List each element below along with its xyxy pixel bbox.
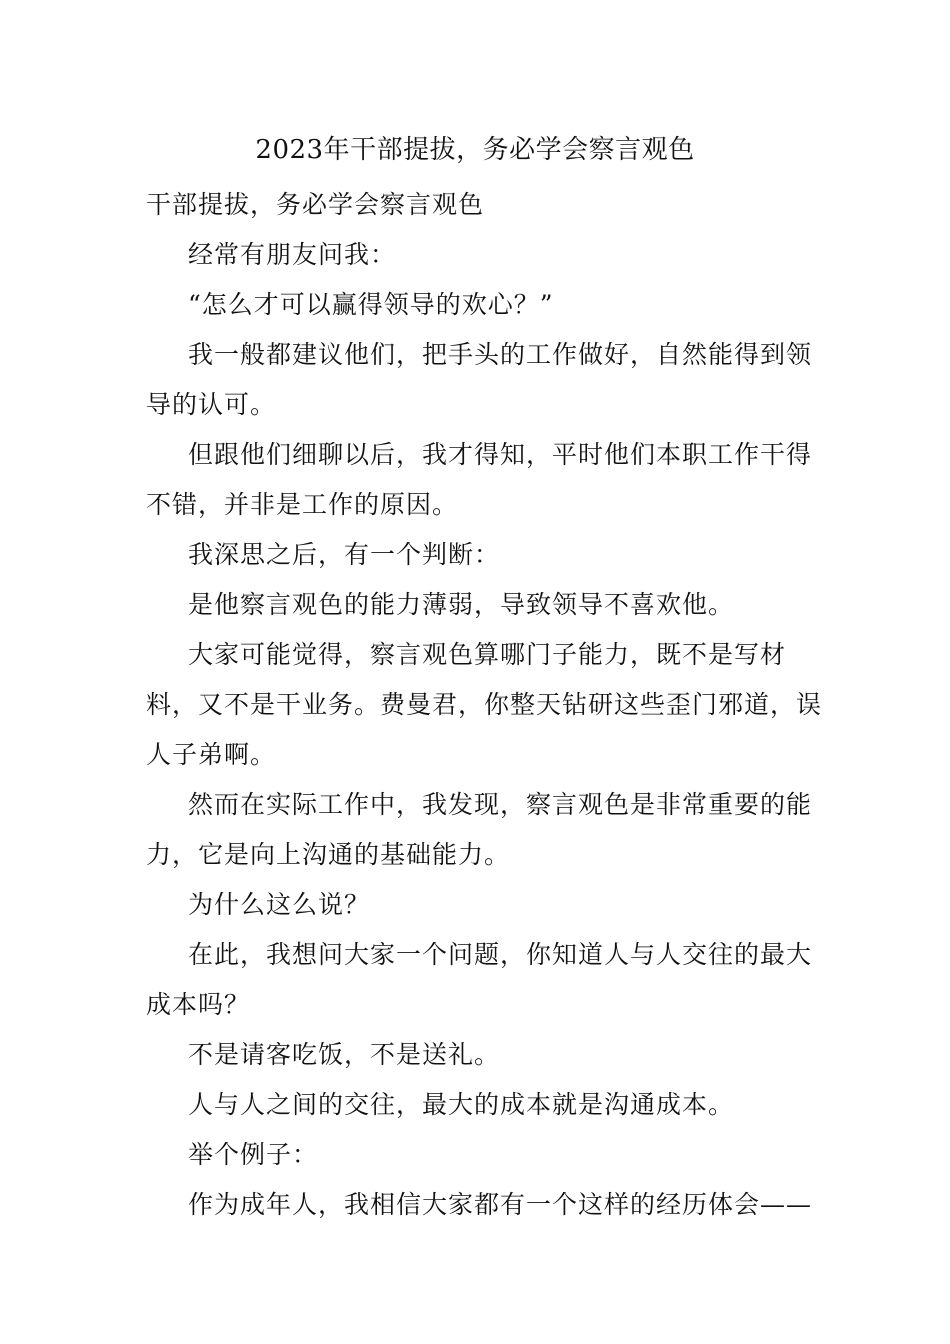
paragraph: 我深思之后，有一个判断：	[188, 540, 501, 569]
paragraph: 但跟他们细聊以后，我才得知，平时他们本职工作干得不错，并非是工作的原因。	[146, 440, 813, 519]
paragraph: 人与人之间的交往，最大的成本就是沟通成本。	[188, 1090, 735, 1119]
paragraph: 为什么这么说？	[188, 890, 371, 919]
paragraph: 不是请客吃饭，不是送礼。	[188, 1040, 501, 1069]
document-body	[146, 180, 826, 1230]
paragraph: 大家可能觉得，察言观色算哪门子能力，既不是写材料，又不是干业务。费曼君，你整天钻研这些歪门邪道，误人子弟啊。	[146, 640, 823, 769]
paragraph: 经常有朋友问我：	[188, 240, 397, 269]
paragraph: 举个例子：	[188, 1140, 319, 1169]
paragraph: 是他察言观色的能力薄弱，导致领导不喜欢他。	[188, 590, 735, 619]
paragraph: 然而在实际工作中，我发现，察言观色是非常重要的能力，它是向上沟通的基础能力。	[146, 790, 813, 869]
paragraph: 作为成年人，我相信大家都有一个这样的经历体会——	[188, 1190, 813, 1219]
paragraph: 我一般都建议他们，把手头的工作做好，自然能得到领导的认可。	[146, 340, 813, 419]
paragraph: “怎么才可以赢得领导的欢心？”	[188, 290, 554, 319]
paragraph: 干部提拔，务必学会察言观色	[146, 190, 485, 219]
paragraph: 在此，我想问大家一个问题，你知道人与人交往的最大成本吗？	[146, 940, 813, 1019]
document-title: 2023年干部提拔，务必学会察言观色	[255, 135, 695, 165]
